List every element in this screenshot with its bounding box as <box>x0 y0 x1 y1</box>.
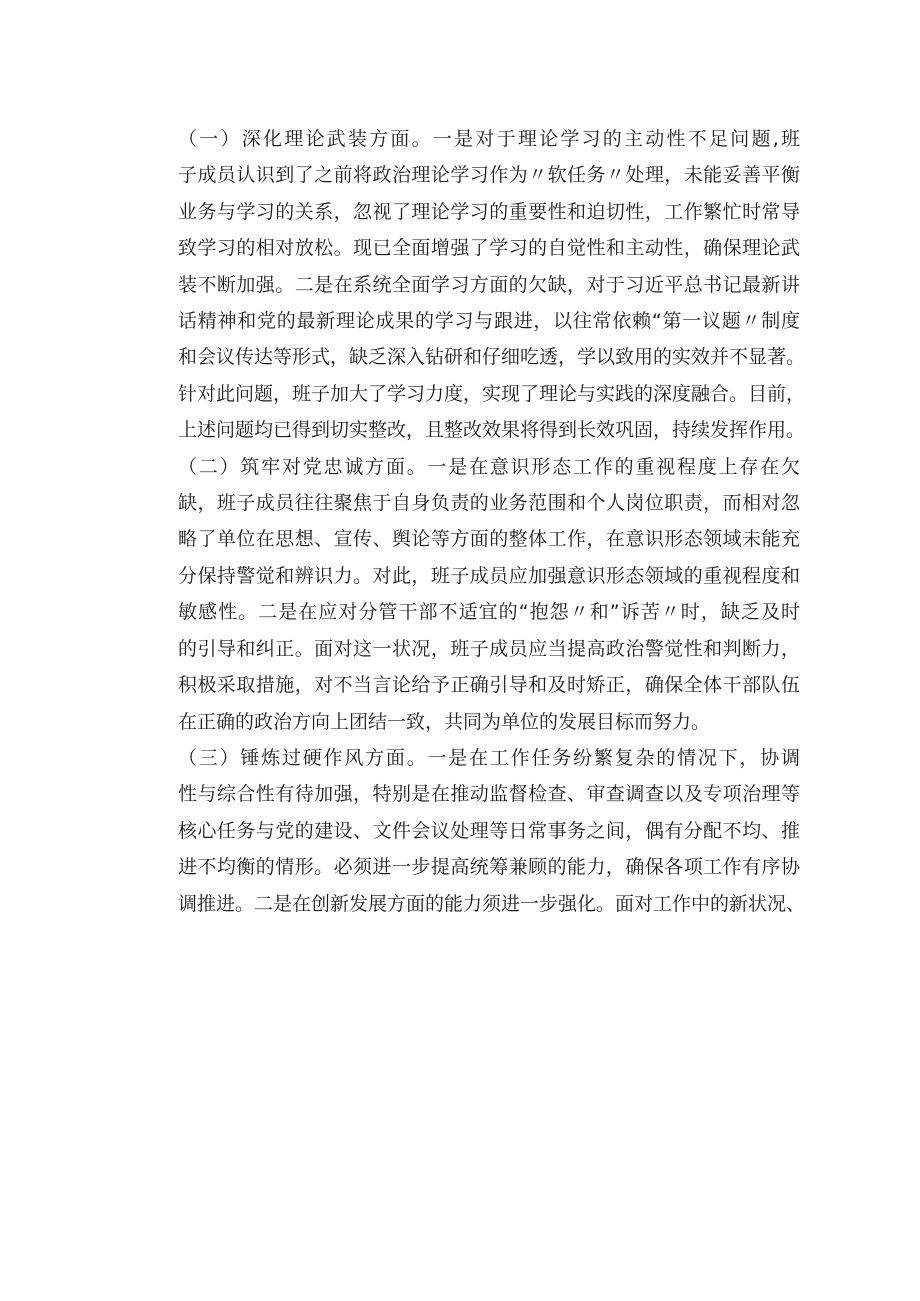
text-line: 性与综合性有待加强，特别是在推动监督检查、审查调查以及专项治理等 <box>178 783 800 806</box>
text-line: 和会议传达等形式，缺乏深入钻研和仔细吃透，学以致用的实效并不显著。 <box>178 346 806 369</box>
text-line: 针对此问题，班子加大了学习力度，实现了理论与实践的深度融合。目前， <box>178 382 806 405</box>
text-line: 话精神和党的最新理论成果的学习与跟进，以往常依赖“第一议题〃制度 <box>178 310 800 333</box>
text-line: 装不断加强。二是在系统全面学习方面的欠缺，对于习近平总书记最新讲 <box>178 273 800 296</box>
paragraph-3 <box>140 740 806 922</box>
text-line: 子成员认识到了之前将政治理论学习作为〃软任务〃处理，未能妥善平衡 <box>178 164 800 187</box>
text-line: 上述问题均已得到切实整改，且整改效果将得到长效巩固，持续发挥作用。 <box>178 419 806 442</box>
text-line: 分保持警觉和辨识力。对此，班子成员应加强意识形态领域的重视程度和 <box>178 564 800 587</box>
text-line: 的引导和纠正。面对这一状况，班子成员应当提高政治警觉性和判断力， <box>178 637 800 660</box>
text-line: 调推进。二是在创新发展方面的能力须进一步强化。面对工作中的新状况、 <box>178 892 806 915</box>
text-line: 业务与学习的关系，忽视了理论学习的重要性和迫切性，工作繁忙时常导 <box>178 200 800 223</box>
paragraph-2 <box>140 449 800 740</box>
document-body <box>140 121 806 922</box>
text-line: 积极采取措施，对不当言论给予正确引导和及时矫正，确保全体干部队伍 <box>178 674 800 697</box>
text-line: 进不均衡的情形。必须进一步提高统筹兼顾的能力，确保各项工作有序协 <box>178 856 800 879</box>
paragraph-1 <box>140 121 806 449</box>
text-line: （一）深化理论武装方面。一是对于理论学习的主动性不足问题,班 <box>178 128 800 150</box>
text-line: 在正确的政治方向上团结一致，共同为单位的发展目标而努力。 <box>178 710 711 733</box>
text-line: 核心任务与党的建设、文件会议处理等日常事务之间，偶有分配不均、推 <box>178 819 800 842</box>
text-line: 致学习的相对放松。现已全面增强了学习的自觉性和主动性，确保理论武 <box>178 237 800 260</box>
text-line: 敏感性。二是在应对分管干部不适宜的“抱怨〃和”诉苦〃时，缺乏及时 <box>178 601 800 624</box>
text-line: （三）锤炼过硬作风方面。一是在工作任务纷繁复杂的情况下，协调 <box>178 746 800 769</box>
text-line: 略了单位在思想、宣传、舆论等方面的整体工作，在意识形态领域未能充 <box>178 528 800 551</box>
text-line: 缺，班子成员往往聚焦于自身负责的业务范围和个人岗位职责，而相对忽 <box>178 492 800 515</box>
text-line: （二）筑牢对党忠诚方面。一是在意识形态工作的重视程度上存在欠 <box>178 455 800 478</box>
